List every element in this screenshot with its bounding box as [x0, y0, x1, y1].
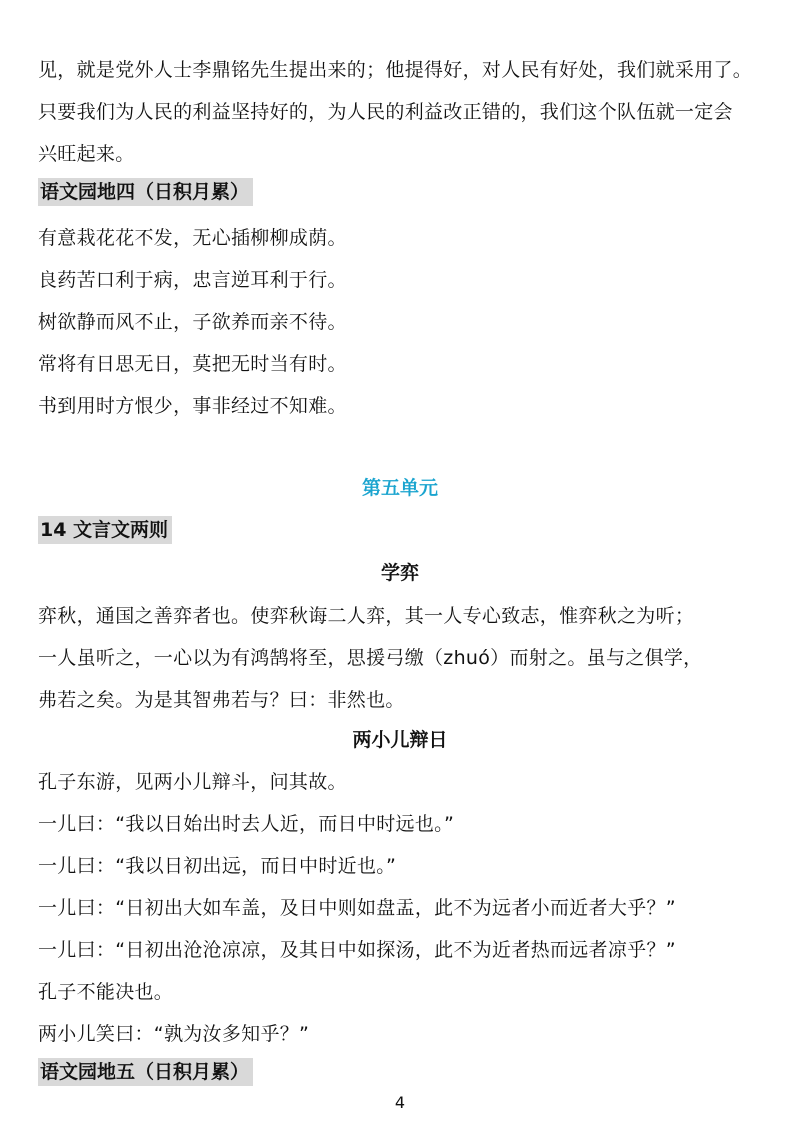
proverb-line: 书到用时方恨少，事非经过不知难。 [38, 395, 347, 417]
text-title-liang-xiao-er-bian-ri: 两小儿辩日 [352, 729, 448, 751]
proverb-line: 有意栽花花不发，无心插柳柳成荫。 [38, 227, 347, 249]
classical-text-line: 孔子东游，见两小儿辩斗，问其故。 [38, 771, 347, 793]
proverb-line: 良药苦口利于病，忠言逆耳利于行。 [38, 269, 347, 291]
text-title-xueyi: 学弈 [380, 562, 419, 584]
page-number: 4 [394, 1093, 406, 1112]
classical-text-line: 一儿曰：“我以日始出时去人近，而日中时远也。” [38, 813, 455, 835]
classical-text-line: 两小儿笑曰：“孰为汝多知乎？” [38, 1023, 310, 1045]
classical-text-line: 一儿曰：“日初出沧沧凉凉，及其日中如探汤，此不为近者热而远者凉乎？” [38, 939, 676, 961]
section-heading-yuwen-yuandi-5: 语文园地五（日积月累） [38, 1058, 253, 1086]
classical-text-line: 弗若之矣。为是其智弗若与？曰：非然也。 [38, 689, 405, 711]
proverb-line: 树欲静而风不止，子欲养而亲不待。 [38, 311, 347, 333]
unit-title: 第五单元 [361, 477, 438, 499]
proverb-line: 常将有日思无日，莫把无时当有时。 [38, 353, 347, 375]
classical-text-line: 一儿曰：“日初出大如车盖，及日中则如盘盂，此不为远者小而近者大乎？” [38, 897, 676, 919]
paragraph-line: 只要我们为人民的利益坚持好的，为人民的利益改正错的，我们这个队伍就一定会 [38, 101, 733, 123]
lesson-heading: 14 文言文两则 [38, 516, 172, 544]
section-heading-yuwen-yuandi-4: 语文园地四（日积月累） [38, 178, 253, 206]
classical-text-line: 弈秋，通国之善弈者也。使弈秋诲二人弈，其一人专心致志，惟弈秋之为听； [38, 605, 695, 627]
classical-text-line: 一儿曰：“我以日初出远，而日中时近也。” [38, 855, 397, 877]
classical-text-line: 孔子不能决也。 [38, 981, 174, 1003]
paragraph-line: 见，就是党外人士李鼎铭先生提出来的；他提得好，对人民有好处，我们就采用了。 [38, 59, 753, 81]
classical-text-line: 一人虽听之，一心以为有鸿鹄将至，思援弓缴（zhuó）而射之。虽与之俱学， [38, 647, 703, 669]
paragraph-line: 兴旺起来。 [38, 143, 135, 165]
